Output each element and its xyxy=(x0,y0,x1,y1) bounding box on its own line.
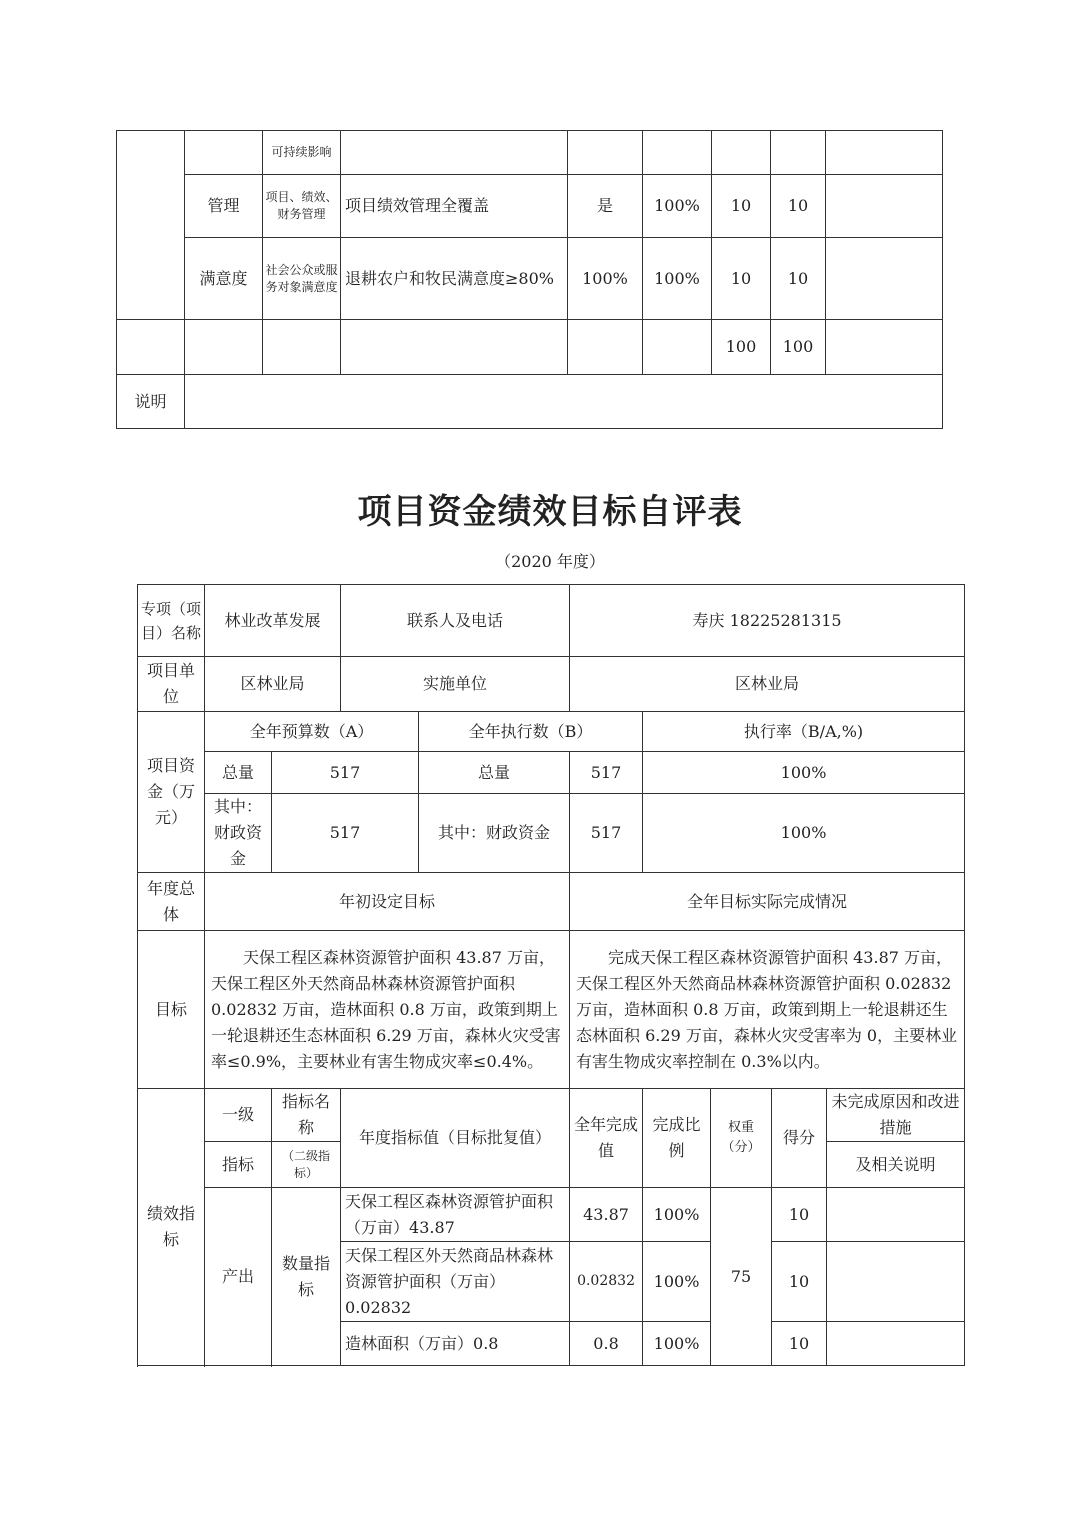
previous-indicator-table xyxy=(116,130,943,429)
note-value xyxy=(185,375,943,429)
quantity-indicator-label: 数量指标 xyxy=(272,1188,341,1366)
complete-value-cell: 43.87 xyxy=(570,1188,643,1242)
table-cell xyxy=(341,131,568,175)
indicator-value-cell: 项目绩效管理全覆盖 xyxy=(341,175,568,238)
indicator-name-cell: 可持续影响 xyxy=(263,131,341,175)
project-name-value: 林业改革发展 xyxy=(205,585,341,657)
table-row xyxy=(117,131,943,175)
table-row xyxy=(138,794,965,873)
unit-value: 区林业局 xyxy=(205,657,341,712)
indicator-name-header-a: 指标名称 xyxy=(272,1089,341,1142)
table-cell xyxy=(643,131,712,175)
indicator-value-cell: 造林面积（万亩）0.8 xyxy=(341,1322,570,1366)
budget-fiscal-value: 517 xyxy=(272,794,419,873)
table-row xyxy=(138,657,965,712)
table-cell xyxy=(341,320,568,375)
contact-value: 寿庆 18225281315 xyxy=(570,585,965,657)
table-cell xyxy=(643,320,712,375)
indicator-name-cell: 项目、绩效、财务管理 xyxy=(263,175,341,238)
group-weight-cell: 75 xyxy=(711,1188,772,1366)
ratio-cell: 100% xyxy=(643,1188,711,1242)
execution-total-label: 总量 xyxy=(419,752,570,794)
execution-fiscal-value: 517 xyxy=(570,794,643,873)
unit-label: 项目单位 xyxy=(138,657,205,712)
execution-rate-header: 执行率（B/A,%) xyxy=(643,712,965,752)
page-title: 项目资金绩效目标自评表 xyxy=(357,492,743,532)
table-cell xyxy=(117,320,185,375)
indicator-name-cell: 社会公众或服务对象满意度 xyxy=(263,238,341,320)
total-weight-cell: 100 xyxy=(712,320,771,375)
table-cell xyxy=(117,238,185,320)
table-cell xyxy=(826,320,943,375)
table-row xyxy=(138,752,965,794)
total-row xyxy=(117,320,943,375)
budget-fiscal-label: 其中：财政资金 xyxy=(205,794,272,873)
weight-cell: 10 xyxy=(712,175,771,238)
complete-value-cell: 0.02832 xyxy=(570,1242,643,1322)
indicator-name-header-b: （二级指标） xyxy=(272,1142,341,1188)
table-cell xyxy=(117,131,185,175)
table-row xyxy=(138,873,965,931)
implementing-unit-value: 区林业局 xyxy=(570,657,965,712)
table-cell xyxy=(185,320,263,375)
annual-value-header: 年度指标值（目标批复值） xyxy=(341,1089,570,1188)
project-name-label: 专项（项目）名称 xyxy=(138,585,205,657)
category-cell: 管理 xyxy=(185,175,263,238)
score-cell: 10 xyxy=(772,1242,827,1322)
ratio-cell: 100% xyxy=(643,175,712,238)
level1-header-a: 一级 xyxy=(205,1089,272,1142)
score-cell: 10 xyxy=(771,238,826,320)
overall-goal-label: 年度总体 xyxy=(138,873,205,931)
table-row xyxy=(117,238,943,320)
funds-label: 项目资金（万元） xyxy=(138,712,205,873)
initial-goal-text: 天保工程区森林资源管护面积 43.87 万亩，天保工程区外天然商品林森林资源管护面积 0.02832 万亩，造林面积 0.8 万亩，政策到期上一轮退耕还生态林面积 6.29 万亩，森林火灾受害率≤0.9%，主要林业有害生物成灾率≤0.4%。 xyxy=(205,931,570,1089)
performance-indicators-label: 绩效指标 xyxy=(138,1089,205,1366)
complete-value-cell: 100% xyxy=(568,238,643,320)
table-row xyxy=(138,585,965,657)
ratio-cell: 100% xyxy=(643,1242,711,1322)
table-cell xyxy=(568,131,643,175)
self-evaluation-table xyxy=(137,584,965,1366)
table-cell xyxy=(712,131,771,175)
table-row xyxy=(138,1089,965,1142)
execution-total-value: 517 xyxy=(570,752,643,794)
execution-fiscal-label: 其中：财政资金 xyxy=(419,794,570,873)
table-cell xyxy=(185,131,263,175)
weight-header: 权重（分） xyxy=(711,1089,772,1188)
execution-rate-fiscal: 100% xyxy=(643,794,965,873)
total-score-cell: 100 xyxy=(771,320,826,375)
completion-ratio-header: 完成比例 xyxy=(643,1089,711,1188)
complete-value-header: 全年完成值 xyxy=(570,1089,643,1188)
table-cell xyxy=(117,175,185,238)
weight-cell: 10 xyxy=(712,238,771,320)
table-row xyxy=(138,931,965,1089)
indicator-value-cell: 天保工程区外天然商品林森林资源管护面积（万亩）0.02832 xyxy=(341,1242,570,1322)
indicator-value-cell: 退耕农户和牧民满意度≥80% xyxy=(341,238,568,320)
indicator-value-cell: 天保工程区森林资源管护面积（万亩）43.87 xyxy=(341,1188,570,1242)
budget-total-label: 总量 xyxy=(205,752,272,794)
complete-value-cell: 0.8 xyxy=(570,1322,643,1366)
reason-cell xyxy=(827,1322,965,1366)
execution-rate-total: 100% xyxy=(643,752,965,794)
ratio-cell: 100% xyxy=(643,1322,711,1366)
reason-cell xyxy=(826,238,943,320)
table-cell xyxy=(263,320,341,375)
reason-cell xyxy=(827,1188,965,1242)
goal-label: 目标 xyxy=(138,931,205,1089)
actual-completion-text: 完成天保工程区森林资源管护面积 43.87 万亩，天保工程区外天然商品林森林资源管护面积 0.02832 万亩，造林面积 0.8 万亩，政策到期上一轮退耕还生态林面积 6.29 万亩，森林火灾受害率为 0，主要林业有害生物成灾率控制在 0.3%以内。 xyxy=(570,931,965,1089)
budget-header: 全年预算数（A） xyxy=(205,712,419,752)
level1-header-b: 指标 xyxy=(205,1142,272,1188)
indicator-row xyxy=(138,1188,965,1242)
reason-header-b: 及相关说明 xyxy=(827,1142,965,1188)
category-cell: 满意度 xyxy=(185,238,263,320)
note-label: 说明 xyxy=(117,375,185,429)
contact-label: 联系人及电话 xyxy=(341,585,570,657)
execution-header: 全年执行数（B） xyxy=(419,712,643,752)
report-year: （2020 年度） xyxy=(495,552,605,571)
reason-cell xyxy=(826,175,943,238)
table-row xyxy=(117,175,943,238)
table-cell xyxy=(826,131,943,175)
table-cell xyxy=(568,320,643,375)
table-cell xyxy=(771,131,826,175)
score-cell: 10 xyxy=(772,1322,827,1366)
initial-goal-header: 年初设定目标 xyxy=(205,873,570,931)
reason-header-a: 未完成原因和改进措施 xyxy=(827,1089,965,1142)
actual-completion-header: 全年目标实际完成情况 xyxy=(570,873,965,931)
table-row xyxy=(138,712,965,752)
score-cell: 10 xyxy=(772,1188,827,1242)
score-header: 得分 xyxy=(772,1089,827,1188)
budget-total-value: 517 xyxy=(272,752,419,794)
implementing-unit-label: 实施单位 xyxy=(341,657,570,712)
note-row xyxy=(117,375,943,429)
score-cell: 10 xyxy=(771,175,826,238)
complete-value-cell: 是 xyxy=(568,175,643,238)
output-label: 产出 xyxy=(205,1188,272,1366)
reason-cell xyxy=(827,1242,965,1322)
ratio-cell: 100% xyxy=(643,238,712,320)
